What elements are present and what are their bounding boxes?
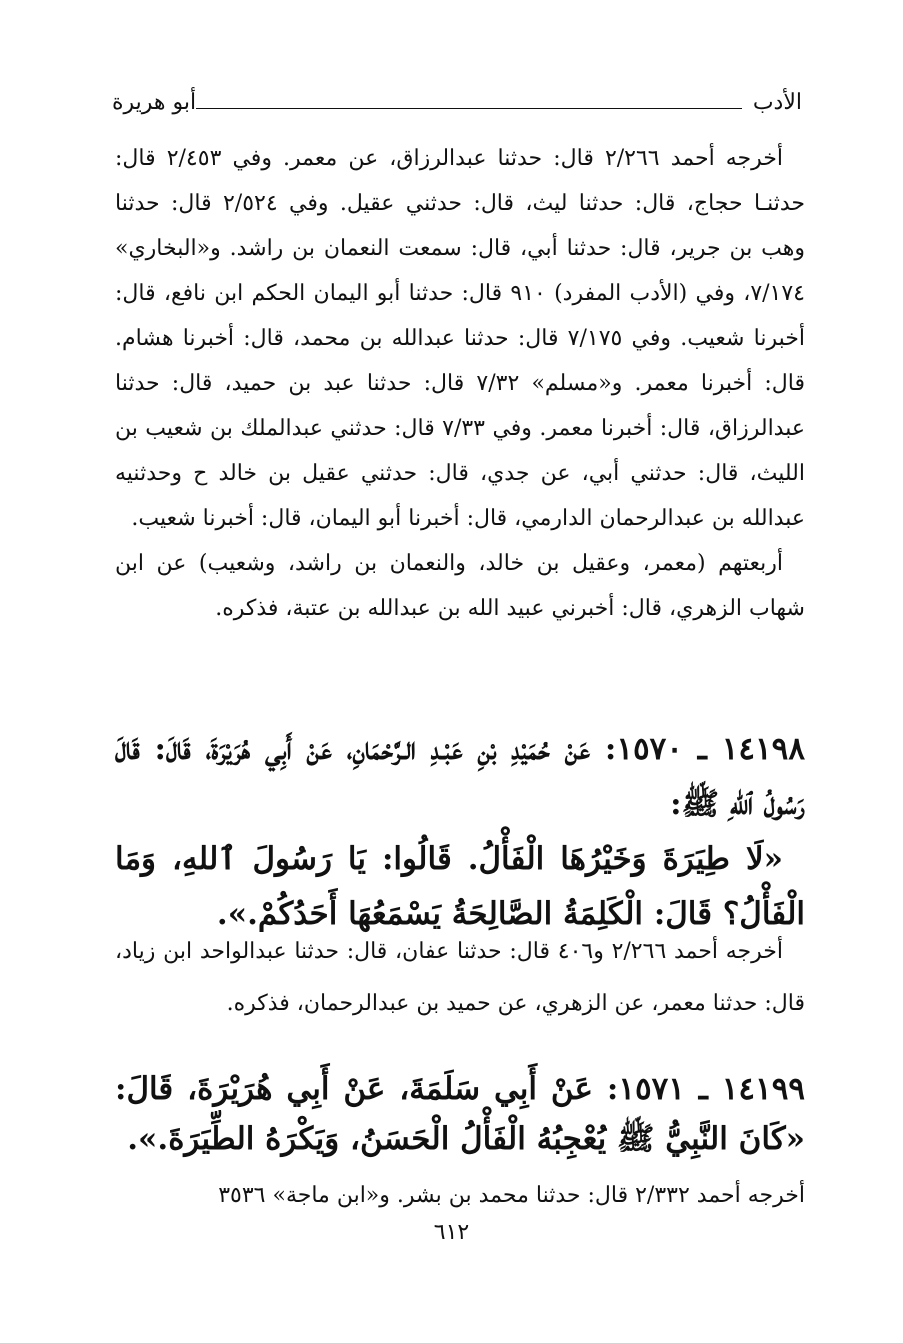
header-rule (194, 108, 742, 109)
takhrij-paragraph-2: أربعتهم (معمر، وعقيل بن خالد، والنعمان بن راشد، وشعيب) عن ابن شهاب الزهري، قال: أخبرني عبيد الله بن عبدالله بن عتبة، فذكره. (115, 551, 805, 621)
chapter-title: الأدب (753, 88, 802, 118)
takhrij-block-3 (115, 1176, 805, 1216)
takhrij-paragraph-1: أخرجه أحمد ٢/٢٦٦ قال: حدثنا عبدالرزاق، عن معمر. وفي ٢/٤٥٣ قال: حدثنـا حجاج، قال: حدثنا ليث، قال: حدثني عقيل. وفي ٢/٥٢٤ قال: حدثنا وهب بن جرير، قال: حدثنا أبي، قال: سمعت النعمان بن راشد. و«البخاري» ٧/١٧٤، وفي (الأدب المفرد) ٩١٠ قال: حدثنا أبو اليمان الحكم ابن نافع، قال: أخبرنا شعيب. وفي ٧/١٧٥ قال: حدثنا عبدالله بن محمد، قال: أخبرنا هشام. قال: أخبرنا معمر. و«مسلم» ٧/٣٢ قال: حدثنا عبد بن حميد، قال: حدثنا عبدالرزاق، قال: أخبرنا معمر. وفي ٧/٣٣ قال: حدثني عبدالملك بن شعيب بن الليث، قال: حدثني أبي، عن جدي، قال: حدثني عقيل بن خالد ح وحدثنيه عبدالله بن عبدالرحمان الدارمي، قال: أخبرنا أبو اليمان، قال: أخبرنا شعيب. (115, 146, 805, 531)
takhrij-block-2 (115, 926, 805, 1030)
takhrij-paragraph-3: أخرجه أحمد ٢/٢٦٦ و٤٠٦ قال: حدثنا عفان، قال: حدثنا عبدالواحد ابن زياد، قال: حدثنا معمر، عن الزهري، عن حميد بن عبدالرحمان، فذكره. (115, 939, 805, 1016)
hadith-14198-isnad: ١٤١٩٨ ـ ١٥٧٠: عَنْ حُمَيْدِ بْنِ عَبْـدِ الـرَّحْمَانِ، عَنْ أَبِي هُرَيْرَةَ، قَالَ: قَالَ رَسُولُ ٱللهِ ﷺ: (115, 731, 805, 822)
hadith-14198-matn: «لَا طِيَرَةَ وَخَيْرُهَا الْفَأْلُ. قَالُوا: يَا رَسُولَ ٱللهِ، وَمَا الْفَأْلُ؟ قَالَ: الْكَلِمَةُ الصَّالِحَةُ يَسْمَعُهَا أَحَدُكُمْ.». (115, 841, 805, 932)
hadith-14199-text: ١٤١٩٩ ـ ١٥٧١: عَنْ أَبِي سَلَمَةَ، عَنْ أَبِي هُرَيْرَةَ، قَالَ: «كَانَ النَّبِيُّ ﷺ يُعْجِبُهُ الْفَأْلُ الْحَسَنُ، وَيَكْرَهُ الطِّيَرَةَ.». (115, 1071, 806, 1157)
takhrij-block-1 (115, 136, 805, 631)
running-header (112, 88, 802, 122)
hadith-14198 (115, 722, 805, 942)
hadith-14199 (115, 1064, 805, 1164)
page-number: ٦١٢ (433, 1220, 470, 1245)
section-title: أبو هريرة (112, 88, 196, 118)
takhrij-paragraph-4: أخرجه أحمد ٢/٣٣٢ قال: حدثنا محمد بن بشر. و«ابن ماجة» ٣٥٣٦ (218, 1183, 805, 1208)
